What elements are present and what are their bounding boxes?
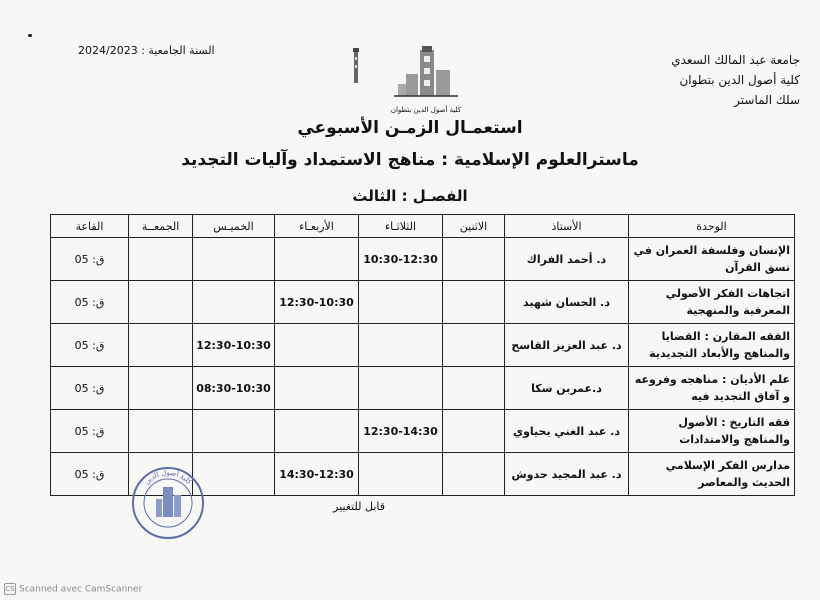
room-cell: ق: 05 — [51, 453, 129, 496]
tuesday-cell — [359, 367, 443, 410]
monday-cell — [443, 281, 505, 324]
header-monday: الاثنين — [443, 215, 505, 238]
table-row — [51, 367, 795, 410]
table-row — [51, 238, 795, 281]
unit-cell: مدارس الفكر الإسلامي الحديث والمعاصر — [629, 453, 795, 496]
page-title: استعمـال الزمـن الأسبوعي — [297, 118, 523, 138]
room-cell: ق: 05 — [51, 367, 129, 410]
university-name: جامعة عبد المالك السعدي — [671, 53, 800, 67]
tuesday-cell — [359, 324, 443, 367]
header-room: القاعة — [51, 215, 129, 238]
faculty-name: كلية أصول الدين بتطوان — [679, 73, 800, 87]
scanner-watermark-text: Scanned avec CamScanner — [19, 584, 143, 595]
unit-cell: علم الأديان : مناهجه وفروعه و آفاق التجديد فيه — [629, 367, 795, 410]
thursday-cell — [193, 238, 275, 281]
thursday-cell: 08:30-10:30 — [193, 367, 275, 410]
friday-cell — [129, 410, 193, 453]
unit-cell: الإنسان وفلسفة العمران في نسق القرآن — [629, 238, 795, 281]
table-row — [51, 281, 795, 324]
weekly-schedule-table — [50, 214, 795, 496]
tuesday-cell — [359, 453, 443, 496]
tuesday-cell: 12:30-14:30 — [359, 410, 443, 453]
logo-caption: كلية أصول الدين بتطوان — [390, 106, 462, 114]
monday-cell — [443, 324, 505, 367]
building-logo-icon — [386, 44, 466, 102]
monday-cell — [443, 453, 505, 496]
monday-cell — [443, 238, 505, 281]
header-friday: الجمعــة — [129, 215, 193, 238]
wednesday-cell — [275, 410, 359, 453]
unit-cell: الفقه المقارن : القضايا والمناهج والأبعاد التجديدية — [629, 324, 795, 367]
friday-cell — [129, 238, 193, 281]
friday-cell — [129, 281, 193, 324]
wednesday-cell: 14:30-12:30 — [275, 453, 359, 496]
stamp-text: كلية أصول الدين — [142, 468, 194, 486]
official-stamp-icon — [130, 465, 206, 541]
academic-year: السنة الجامعية : 2024/2023 — [78, 44, 215, 57]
header-unit: الوحدة — [629, 215, 795, 238]
tuesday-cell — [359, 281, 443, 324]
room-cell: ق: 05 — [51, 281, 129, 324]
wednesday-cell — [275, 238, 359, 281]
header-thursday: الخميـس — [193, 215, 275, 238]
institution-block — [560, 50, 800, 110]
monday-cell — [443, 367, 505, 410]
professor-cell: د. عبد العزيز القاسح — [505, 324, 629, 367]
table-row — [51, 324, 795, 367]
professor-cell: د. عبد الغني يحياوي — [505, 410, 629, 453]
professor-cell: د. أحمد الفراك — [505, 238, 629, 281]
subject-to-change-note: قابل للتغيير — [333, 500, 385, 513]
table-header-row — [51, 215, 795, 238]
scanner-watermark — [4, 583, 142, 595]
program-subtitle: ماسترالعلوم الإسلامية : مناهج الاستمداد وآليات التجديد — [181, 150, 639, 170]
wednesday-cell: 12:30-10:30 — [275, 281, 359, 324]
camscanner-icon: CS — [5, 585, 15, 593]
program-cycle: سلك الماستر — [734, 93, 800, 107]
header-wednesday: الأربعـاء — [275, 215, 359, 238]
unit-cell: اتجاهات الفكر الأصولي المعرفية والمنهجية — [629, 281, 795, 324]
unit-cell: فقه التاريخ : الأصول والمناهج والامتدادات — [629, 410, 795, 453]
professor-cell: د. عبد المجيد حدوش — [505, 453, 629, 496]
room-cell: ق: 05 — [51, 238, 129, 281]
friday-cell — [129, 324, 193, 367]
thursday-cell — [193, 281, 275, 324]
minaret-icon — [350, 45, 362, 85]
friday-cell — [129, 367, 193, 410]
professor-cell: د. الحسان شهيد — [505, 281, 629, 324]
table-row — [51, 410, 795, 453]
room-cell: ق: 05 — [51, 324, 129, 367]
svg-text:كلية أصول الدين — [143, 469, 194, 487]
thursday-cell — [193, 410, 275, 453]
header-professor: الأستاذ — [505, 215, 629, 238]
wednesday-cell — [275, 324, 359, 367]
monday-cell — [443, 410, 505, 453]
header-tuesday: الثلاثـاء — [359, 215, 443, 238]
faculty-logo — [386, 44, 466, 116]
tuesday-cell: 10:30-12:30 — [359, 238, 443, 281]
semester-label: الفصـل : الثالث — [352, 187, 468, 205]
thursday-cell: 12:30-10:30 — [193, 324, 275, 367]
professor-cell: د.عمربن سكا — [505, 367, 629, 410]
ink-dot — [28, 34, 32, 37]
room-cell: ق: 05 — [51, 410, 129, 453]
wednesday-cell — [275, 367, 359, 410]
